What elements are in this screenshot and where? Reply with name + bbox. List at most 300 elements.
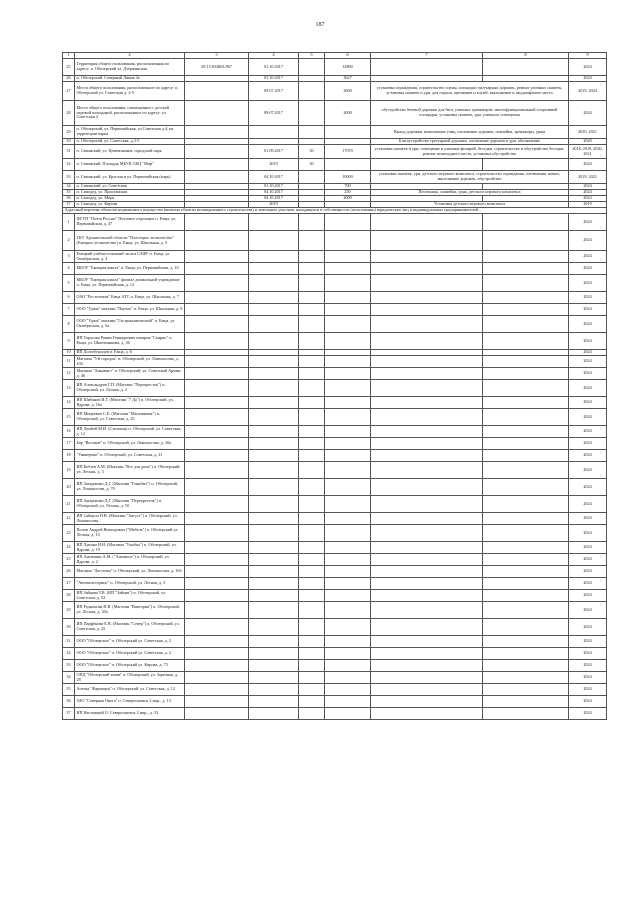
empty-cell [299,316,325,333]
empty-cell [185,214,249,231]
empty-cell [249,316,299,333]
year-cell: 2024 [569,660,607,672]
empty-cell [249,513,299,525]
row-number-cell: 26 [63,76,75,82]
table-row [63,368,607,380]
row-number-cell: 1 [63,214,75,231]
empty-cell [483,660,569,672]
object-name-cell: п. Самодед, ул. Мира [75,196,185,202]
empty-cell [325,660,371,672]
empty-cell [371,397,483,409]
empty-cell [299,380,325,397]
table-row [63,660,607,672]
table-row [63,554,607,566]
organization-name-cell: ИП Захарченко Д.Г. (Магазин "Геннбыт") п. Обозерский, ул. Ломоносова, д. 70 [75,479,185,496]
year-cell: 2024 [569,292,607,304]
organization-name-cell: ИП Зайцева Т.В. (ИП "Зайцев") п. Обозерский, ул. Советская, д. 52 [75,590,185,602]
table-body [63,53,607,720]
row-number-cell: 7 [63,304,75,316]
year-cell: 2024 [569,231,607,251]
date-cell [249,126,299,139]
empty-cell [185,397,249,409]
year-cell: 2024 [569,76,607,82]
column-5-cell [299,82,325,101]
date-cell: 01.10.2017 [249,184,299,190]
empty-cell [299,397,325,409]
object-name-cell: п. Обозерский, ул. Советская, д.2-5 [75,139,185,145]
organization-name-cell: ООО "Обозерское" п. Обозерский ул. Советская, д. 2 [75,636,185,648]
empty-cell [249,636,299,648]
table-row [63,696,607,708]
header-cell: 8 [483,53,569,59]
empty-cell [299,263,325,275]
table-row [63,636,607,648]
header-cell: 9 [569,53,607,59]
empty-cell [249,619,299,636]
empty-cell [185,619,249,636]
table-row [63,292,607,304]
empty-cell [325,304,371,316]
organization-name-cell: ИП Александров Г.П. (Магазин "Перекресток") п. Обозерский, ул. Лесная, д. 2 [75,380,185,397]
empty-cell [483,479,569,496]
empty-cell [185,648,249,660]
empty-cell [249,479,299,496]
year-cell: 2024 [569,542,607,554]
row-number-cell: 9 [63,333,75,350]
empty-cell [371,648,483,660]
empty-cell [325,542,371,554]
object-name-cell: п. Самодед, ул. Кирова [75,202,185,208]
empty-cell [249,672,299,684]
year-cell: 2024 [569,214,607,231]
table-row [63,542,607,554]
empty-cell [249,214,299,231]
empty-cell [483,316,569,333]
row-number-cell: 22 [63,513,75,525]
year-cell: 2024 [569,356,607,368]
empty-cell [371,602,483,619]
table-row [63,566,607,578]
section-note-cell: Адресный перечень объектов недвижимого имущества (включая объекты незавершенного строительства) и земельных участков, находящихся в собственности (пользовании) юридических лиц и индивидуальных предпринимателей... [63,208,607,214]
organization-name-cell: ИП Шибанов И.Г. (Магазин "7 Да") п. Обозерский, ул. Ядрова, д. 16а [75,397,185,409]
empty-cell [249,450,299,462]
year-cell: 2024 [569,672,607,684]
header-cell: 5 [299,53,325,59]
table-row [63,333,607,350]
organization-name-cell: ФГУП "Почта России" Почтовое отделение п. Емца, ул. Первомайская, д. 47 [75,214,185,231]
cadastral-number-cell [185,126,249,139]
empty-cell [185,513,249,525]
year-cell: 2024 [569,316,607,333]
table-row [63,496,607,513]
table-row [63,251,607,263]
header-cell: 1 [63,53,75,59]
page-number: 187 [315,22,325,28]
row-number-cell: 18 [63,450,75,462]
empty-cell [483,684,569,696]
cadastral-number-cell: 29:15:034803:967 [185,59,249,76]
organization-name-cell: ИП Родионова Н.В. (Магазин "Виктория") п. Обозерский, ул. Лесная, д. 20а [75,602,185,619]
year-cell: 2024 [569,602,607,619]
column-5-cell: 30 [299,145,325,159]
organization-name-cell: Магазин "Ласточка" п. Обозерский, ул. Ломоносова, д. 16б [75,566,185,578]
area-cell: 14800 [325,59,371,76]
row-number-cell: 36 [63,696,75,708]
empty-cell [483,619,569,636]
row-number-cell: 31 [63,636,75,648]
empty-cell [299,304,325,316]
year-cell: 2024 [569,184,607,190]
empty-cell [249,496,299,513]
empty-cell [249,263,299,275]
empty-cell [299,696,325,708]
table-row [63,602,607,619]
cadastral-number-cell [185,159,249,171]
empty-cell [299,496,325,513]
row-number-cell: 27 [63,82,75,101]
row-number-cell: 5 [63,275,75,292]
table-row [63,438,607,450]
empty-cell [483,462,569,479]
empty-cell [325,380,371,397]
row-number-cell: 32 [63,159,75,171]
empty-cell [371,356,483,368]
empty-cell [249,251,299,263]
year-cell: 2024 [569,409,607,426]
area-cell: 3627 [325,76,371,82]
object-name-cell: п. Обозерский, ул. Первомайская, ул.Советская д.4, на территории парка [75,126,185,139]
empty-cell [325,409,371,426]
row-number-cell: 35 [63,684,75,696]
empty-cell [249,292,299,304]
empty-cell [249,578,299,590]
row-number-cell: 27 [63,578,75,590]
empty-cell [371,214,483,231]
empty-cell [299,554,325,566]
works-cell: обустройство беговой дорожки для бега, уличных тренажеров, многофункциональной спортивной площадки, установка скамеек, урн, уличного освещения [371,101,569,126]
date-cell: 2019 [249,202,299,208]
empty-cell [371,438,483,450]
empty-cell [325,619,371,636]
works-cell [371,159,483,171]
row-number-cell: 2 [63,231,75,251]
empty-cell [483,672,569,684]
row-number-cell: 28 [63,101,75,126]
row-number-cell: 36 [63,196,75,202]
empty-cell [249,696,299,708]
empty-cell [249,602,299,619]
organization-name-cell: Магазин "5-й городок" п. Обозерский, ул. Ломоносова, д. 43б [75,356,185,368]
table-row [63,159,607,171]
empty-cell [483,542,569,554]
works-cell: установка ограждения, строительство сцены, площадки тротуарных дорожек, ремонт уличных скамеек, установка скамеек и урн, для отдыха, цветников и клумб, выполнение в ландшафтного места [371,82,569,101]
empty-cell [483,397,569,409]
object-name-cell: п. Савинский, ул. Круглая и ул. Первомайская (парк) [75,171,185,184]
date-cell: 04.10.2017 [249,190,299,196]
year-cell: 2024 [569,368,607,380]
empty-cell [371,380,483,397]
empty-cell [299,590,325,602]
empty-cell [185,496,249,513]
empty-cell [299,438,325,450]
row-number-cell: 37 [63,708,75,720]
empty-cell [299,578,325,590]
table-row [63,578,607,590]
empty-cell [185,708,249,720]
table-row [63,82,607,101]
date-cell: 04.10.2017 [249,171,299,184]
organization-name-cell: ИП Лукина Н.Н. (Магазин "Улыбка") п. Обозерский, ул. Ядрова, д. 19 [75,542,185,554]
organization-name-cell: ООО "Обозерское" п. Обозерский ул. Советская, д. 2 [75,648,185,660]
row-number-cell: 29 [63,602,75,619]
row-number-cell: 13 [63,380,75,397]
table-row [63,145,607,159]
empty-cell [299,409,325,426]
organization-name-cell: ИП Долгобородов п. Емца, д. 6 [75,350,185,356]
area-cell: 17070 [325,145,371,159]
year-cell: 2024 [569,619,607,636]
empty-cell [185,292,249,304]
year-cell: 2024 [569,380,607,397]
year-cell: 2019, 2024 [569,82,607,101]
empty-cell [325,590,371,602]
row-number-cell: 20 [63,479,75,496]
empty-cell [325,696,371,708]
empty-cell [249,409,299,426]
empty-cell [483,275,569,292]
year-cell: 2019, 2021 [569,171,607,184]
empty-cell [483,292,569,304]
empty-cell [185,368,249,380]
row-number-cell: 35 [63,190,75,196]
header-cell: 4 [249,53,299,59]
date-cell: 04.10.2017 [249,196,299,202]
table-row [63,231,607,251]
empty-cell [249,590,299,602]
empty-cell [325,263,371,275]
year-cell: 2018, 2019, 2020, 2021 [569,145,607,159]
empty-cell [299,462,325,479]
year-cell: 2024 [569,554,607,566]
year-cell: 2024 [569,566,607,578]
empty-cell [325,462,371,479]
empty-cell [185,380,249,397]
column-5-cell [299,171,325,184]
cadastral-number-cell [185,171,249,184]
empty-cell [325,602,371,619]
row-number-cell: 21 [63,496,75,513]
empty-cell [483,513,569,525]
empty-cell [325,231,371,251]
empty-cell [371,513,483,525]
area-cell: 2000 [325,196,371,202]
empty-cell [299,542,325,554]
works-cell: Установка детского игрового комплекса [371,202,569,208]
empty-cell [249,566,299,578]
year-cell: 2020, 2021 [569,126,607,139]
empty-cell [371,619,483,636]
empty-cell [299,214,325,231]
empty-cell [483,636,569,648]
column-8-cell [483,59,569,76]
year-cell: 2024 [569,59,607,76]
row-number-cell: 8 [63,316,75,333]
organization-name-cell: ООО "Удача" магазин "Гастрономический" п. Емца, ул. Октябрьская, д. 6а [75,316,185,333]
empty-cell [185,304,249,316]
object-name-cell: п. Обозерский, Северный Линия 4а [75,76,185,82]
empty-cell [299,619,325,636]
empty-cell [483,426,569,438]
empty-cell [325,316,371,333]
empty-cell [325,525,371,542]
organization-name-cell: Емецкий учебно-опытный лесхоз САФУ п. Емца, ул. Октябрьская, д. 4 [75,251,185,263]
works-cell: установка скамеек и урн, освещение и уличных фонарей, беседки, строительство и обустройство беседки, ремонт пешеходного места, установка обустройство [371,145,569,159]
table-row [63,275,607,292]
empty-cell [249,380,299,397]
empty-cell [299,648,325,660]
empty-cell [371,479,483,496]
table-row [63,316,607,333]
table-row [63,171,607,184]
empty-cell [249,542,299,554]
empty-cell [185,660,249,672]
organization-name-cell: ИП Кобзев А.М. (Магазин "Всё для дома") п. Обозерский, ул. Лесная, д. 3 [75,462,185,479]
organization-name-cell: ИП Мицкевич С.Е. (Магазин "Магазинчик") п. Обозерский, ул. Советская, д. 25 [75,409,185,426]
table-row [63,380,607,397]
year-cell: 2024 [569,696,607,708]
header-cell: 3 [185,53,249,59]
empty-cell [483,438,569,450]
empty-cell [325,636,371,648]
table-row [63,708,607,720]
empty-cell [185,672,249,684]
area-cell: 2600 [325,82,371,101]
table-row [63,590,607,602]
empty-cell [185,602,249,619]
table-row [63,101,607,126]
empty-cell [325,333,371,350]
empty-cell [483,251,569,263]
year-cell: 2024 [569,479,607,496]
empty-cell [483,696,569,708]
empty-cell [371,462,483,479]
row-number-cell: 12 [63,368,75,380]
year-cell: 2024 [569,333,607,350]
year-cell: 2024 [569,397,607,409]
empty-cell [483,554,569,566]
empty-cell [299,660,325,672]
row-number-cell: 24 [63,542,75,554]
row-number-cell: 29 [63,126,75,139]
works-cell: Благоустройство тротуарной дорожки, озеленение дорожек и урн, обозначение [371,139,569,145]
empty-cell [299,672,325,684]
row-number-cell: 6 [63,292,75,304]
date-cell: 01.09.2017 [249,145,299,159]
year-cell: 2024 [569,450,607,462]
empty-cell [185,251,249,263]
row-number-cell: 10 [63,350,75,356]
empty-cell [325,513,371,525]
table-row [63,648,607,660]
empty-cell [325,578,371,590]
empty-cell [185,356,249,368]
table-row [63,513,607,525]
table-row [63,462,607,479]
year-cell: 2024 [569,438,607,450]
year-cell: 2024 [569,590,607,602]
empty-cell [371,231,483,251]
empty-cell [483,496,569,513]
empty-cell [299,479,325,496]
organization-name-cell: ООО "Удача" магазин "Паучок" п. Емца, ул. Школьная, д. 9 [75,304,185,316]
empty-cell [299,684,325,696]
column-8-cell [483,159,569,171]
empty-cell [325,554,371,566]
empty-cell [249,525,299,542]
empty-cell [299,251,325,263]
table-row [63,525,607,542]
empty-cell [371,450,483,462]
empty-cell [325,566,371,578]
empty-cell [249,231,299,251]
cadastral-number-cell [185,82,249,101]
empty-cell [299,566,325,578]
area-cell [325,126,371,139]
empty-cell [299,525,325,542]
empty-cell [185,578,249,590]
empty-cell [249,333,299,350]
empty-cell [483,566,569,578]
empty-cell [483,356,569,368]
empty-cell [325,648,371,660]
empty-cell [325,397,371,409]
empty-cell [249,356,299,368]
empty-cell [299,292,325,304]
date-cell: 09.07.2017 [249,101,299,126]
empty-cell [249,438,299,450]
row-number-cell: 16 [63,426,75,438]
empty-cell [371,263,483,275]
works-cell: Выход дорожки, выполнение улиц, озеленение дорожек, скамейки, тренажеры, урны [371,126,569,139]
row-number-cell: 33 [63,171,75,184]
row-number-cell: 3 [63,251,75,263]
empty-cell [249,708,299,720]
row-number-cell: 33 [63,660,75,672]
empty-cell [185,333,249,350]
organization-name-cell: ИП Сайнулл Н.В. (Магазин "Август") п. Обозерский, ул. Ломоносова [75,513,185,525]
empty-cell [371,672,483,684]
empty-cell [299,636,325,648]
empty-cell [325,496,371,513]
empty-cell [483,333,569,350]
empty-cell [371,275,483,292]
empty-cell [483,304,569,316]
organization-name-cell: ИП Настоящий О. Североонежск 2 мкр., д. 33 [75,708,185,720]
row-number-cell: 32 [63,648,75,660]
empty-cell [185,636,249,648]
table-row [63,450,607,462]
row-number-cell: 23 [63,525,75,542]
organization-name-cell: ГКУ Архангельской области "Плесецкое лесничество" (Емецкое лесничество) п. Емца, ул. Школьная, д. 5 [75,231,185,251]
empty-cell [185,479,249,496]
year-cell: 2024 [569,304,607,316]
empty-cell [371,578,483,590]
empty-cell [483,409,569,426]
empty-cell [325,708,371,720]
empty-cell [483,380,569,397]
table-row [63,684,607,696]
works-cell [371,59,483,76]
